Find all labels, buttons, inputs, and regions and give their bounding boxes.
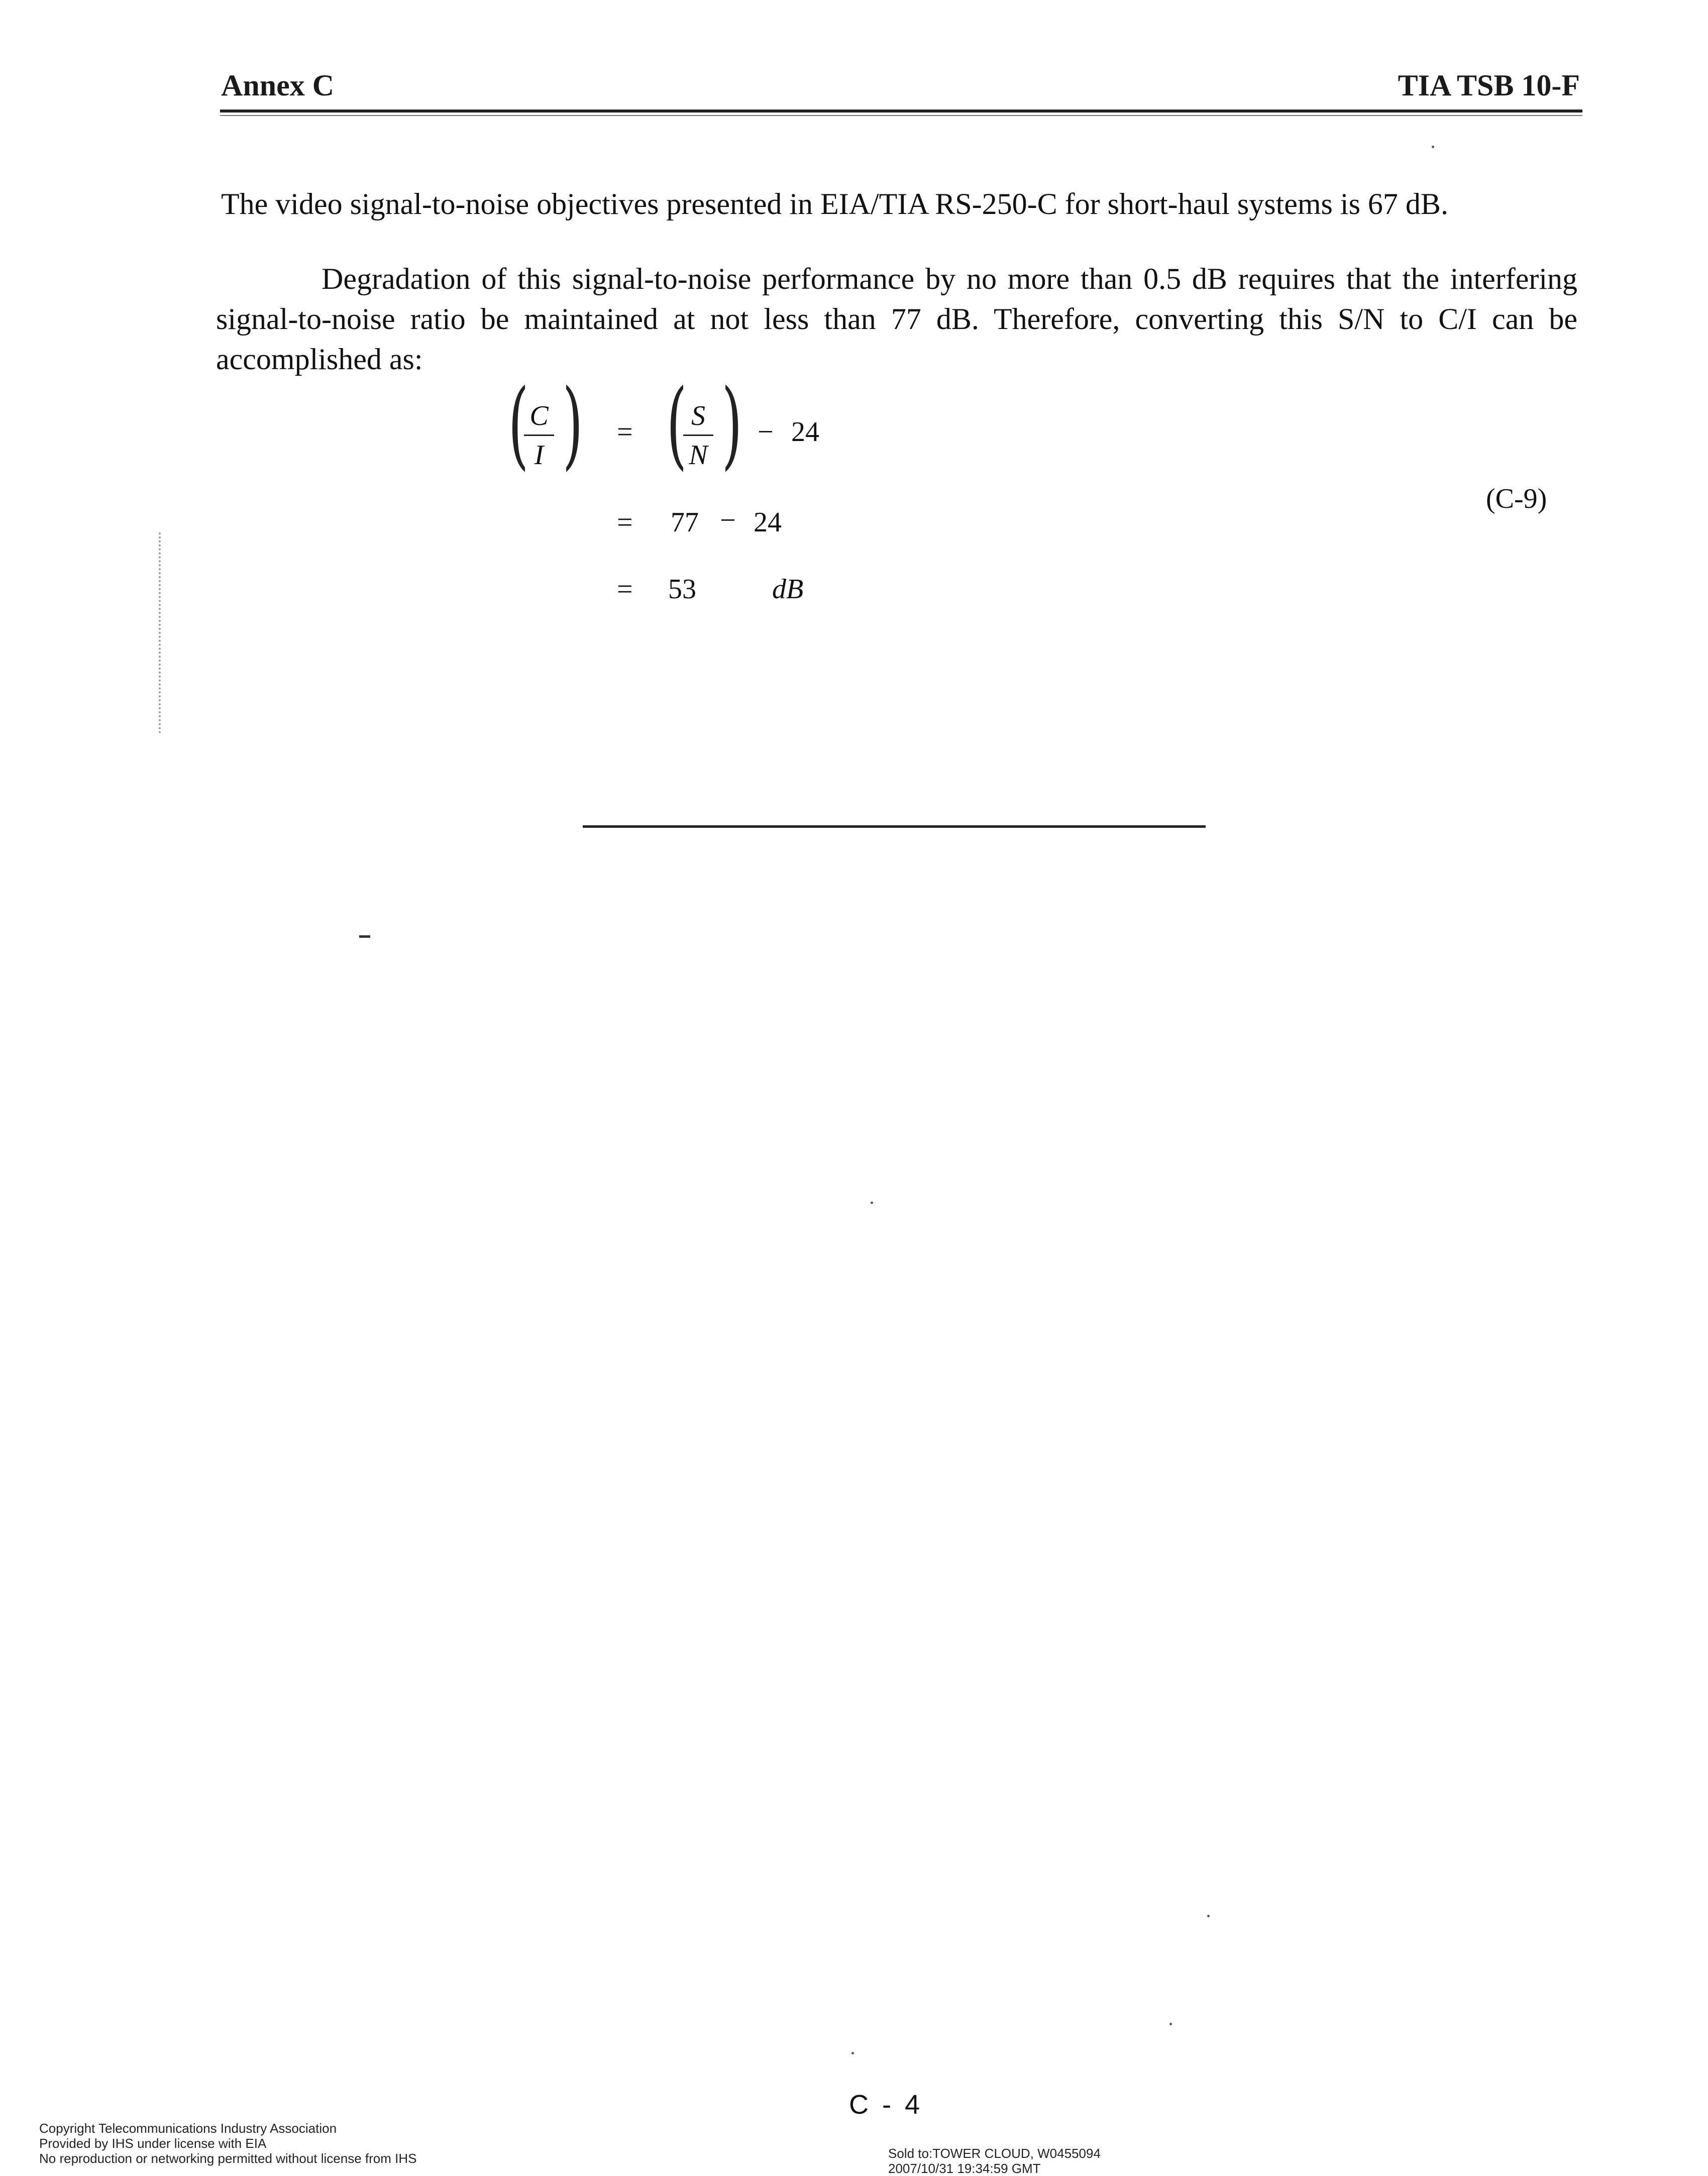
section-divider (583, 825, 1206, 828)
result-unit: dB (772, 574, 804, 605)
equation-label: (C-9) (1486, 483, 1547, 514)
copyright-line: Provided by IHS under license with EIA (39, 2136, 267, 2151)
paragraph-1: The video signal-to-noise objectives presented in EIA/TIA RS-250-C for short-haul systems is 67 dB. (221, 187, 1448, 221)
equals-sign-3: = (617, 574, 633, 605)
rhs-denominator: N (689, 440, 708, 471)
scan-speck (1169, 2023, 1172, 2025)
sold-to-line: Sold to:TOWER CLOUD, W0455094 (888, 2146, 1101, 2161)
result-value: 53 (668, 574, 696, 605)
value-77: 77 (671, 507, 699, 538)
rhs-fraction-bar (683, 434, 713, 436)
right-paren-icon: ) (562, 369, 583, 480)
sold-timestamp: 2007/10/31 19:34:59 GMT (888, 2161, 1041, 2176)
copyright-line: Copyright Telecommunications Industry Association (39, 2121, 337, 2136)
left-paren-icon: ( (508, 369, 529, 480)
rhs-numerator: S (691, 400, 705, 431)
equals-sign-2: = (617, 507, 633, 538)
constant-24: 24 (791, 416, 819, 448)
header-annex-label: Annex C (221, 69, 335, 102)
minus-sign-2: − (720, 505, 736, 536)
scan-margin-marks (159, 532, 163, 733)
sold-to-notice (888, 2146, 1101, 2176)
equals-sign-1: = (617, 416, 633, 448)
lhs-denominator: I (534, 440, 544, 471)
header-rule-thin (220, 115, 1582, 116)
scan-speck (1207, 1915, 1210, 1917)
value-24: 24 (754, 507, 782, 538)
copyright-notice (39, 2121, 416, 2166)
header-rule (220, 110, 1582, 113)
stray-mark (359, 935, 370, 938)
left-paren-icon: ( (666, 369, 687, 480)
right-paren-icon: ) (721, 369, 742, 480)
copyright-line: No reproduction or networking permitted without license from IHS (39, 2151, 417, 2166)
scan-speck (851, 2052, 854, 2054)
lhs-fraction-bar (524, 434, 554, 436)
minus-sign-1: − (758, 416, 774, 448)
page-number: C - 4 (849, 2090, 923, 2120)
lhs-numerator: C (529, 400, 549, 431)
scan-speck (1432, 146, 1434, 148)
scan-speck (871, 1202, 873, 1204)
paragraph-2: Degradation of this signal-to-noise performance by no more than 0.5 dB requires that the interfering signal-to-noise ratio be maintained at not less than 77 dB. Therefore, converting this S/N to C/I can be accomplished as: (216, 262, 1577, 376)
header-document-id: TIA TSB 10-F (1398, 69, 1580, 102)
